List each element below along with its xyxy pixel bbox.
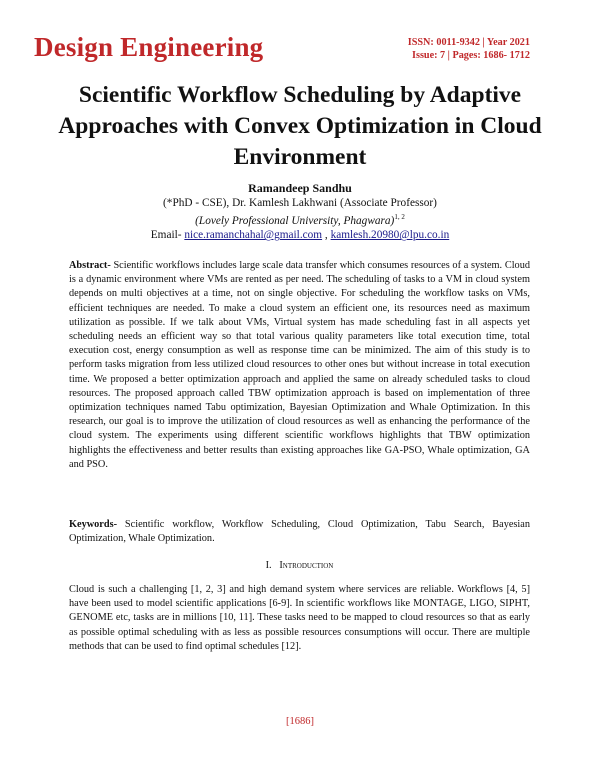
journal-name: Design Engineering <box>34 32 264 62</box>
email-line <box>60 228 540 243</box>
keywords <box>69 518 530 546</box>
email-link-1[interactable]: nice.ramanchahal@gmail.com <box>184 229 323 242</box>
affiliation: (Lovely Professional University, Phagwara) <box>195 214 395 227</box>
section-number: I. <box>265 560 272 571</box>
affiliation-superscript: 1, 2 <box>394 213 405 221</box>
issue-info <box>408 36 530 62</box>
issn-line: ISSN: 0011-9342 | Year 2021 <box>407 37 530 48</box>
keywords-text: Scientific workflow, Workflow Scheduling, Cloud Optimization, Tabu Search, Bayesian Optimization, Whale Optimization. <box>69 519 531 545</box>
abstract-label: Abstract- <box>69 260 111 271</box>
paper-title: Scientific Workflow Scheduling by Adaptive Approaches with Convex Optimization in Cloud Environment <box>58 82 542 170</box>
email-label: Email- <box>150 229 182 242</box>
affiliation-line <box>60 210 540 228</box>
intro-paragraph: Cloud is such a challenging [1, 2, 3] and high demand system where services are reliable. Workflows [4, 5] have been used to model scientific applications [6-9]. In scientific workflows like MONTAGE, LIGO, SIPHT, GENOME etc, tasks are in millions [10, 11]. These tasks need to be mapped to cloud resources so that as early as possible optimal scheduling with as less as possible resources consumptions will occur. There are multiple methods that can be used to find optimal schedules [12]. <box>69 584 530 652</box>
abstract <box>69 259 530 472</box>
section-heading <box>69 560 530 571</box>
email-link-2[interactable]: kamlesh.20980@lpu.co.in <box>330 229 450 242</box>
author-line: (*PhD - CSE), Dr. Kamlesh Lakhwani (Associate Professor) <box>163 196 437 209</box>
email-separator: , <box>324 229 328 242</box>
section-title: Introduction <box>279 560 334 571</box>
issue-line: Issue: 7 | Pages: 1686- 1712 <box>412 50 530 61</box>
keywords-label: Keywords- <box>69 519 118 530</box>
abstract-text: Scientific workflows includes large scale data transfer which consumes resources of a system. Cloud is a dynamic environment where VMs are rented as per need. The scheduling of tasks to a VM in cloud system depends on multi objectives at a time, not on single objective. For scheduling the workflow tasks on VMs, efficient techniques are needed. To make a cloud system an efficient one, its resources need as maximum utilization as possible. If we talk about VMs, Virtual system has made scheduling fast in all aspects yet scheduling needs an efficient way so that total various quality parameters like total execution time, total execution cost, energy consumption as well as response time can be minimized. The aim of this study is to perform tasks migration from less utilized cloud resources to other ones but without increase in total execution time. We proposed a better optimization approach and applied the same on already scheduled tasks to cloud resources. The proposed approach called TBW optimization approach is based on implementation of three optimization techniques named Tabu optimization, Bayesian Optimization and Whale Optimization. In this research, our goal is to improve the utilization of cloud resources as well as enhancing the performance of the cloud system. The experiments using different scientific workflows highlights that TBW optimization highlights the effectiveness and better results than existing approaches like GA-PSO, Whale optimization, GA and PSO. <box>69 260 531 470</box>
page-number: [1686] <box>286 716 314 727</box>
author-block <box>60 181 540 243</box>
author-name: Ramandeep Sandhu <box>248 181 352 195</box>
